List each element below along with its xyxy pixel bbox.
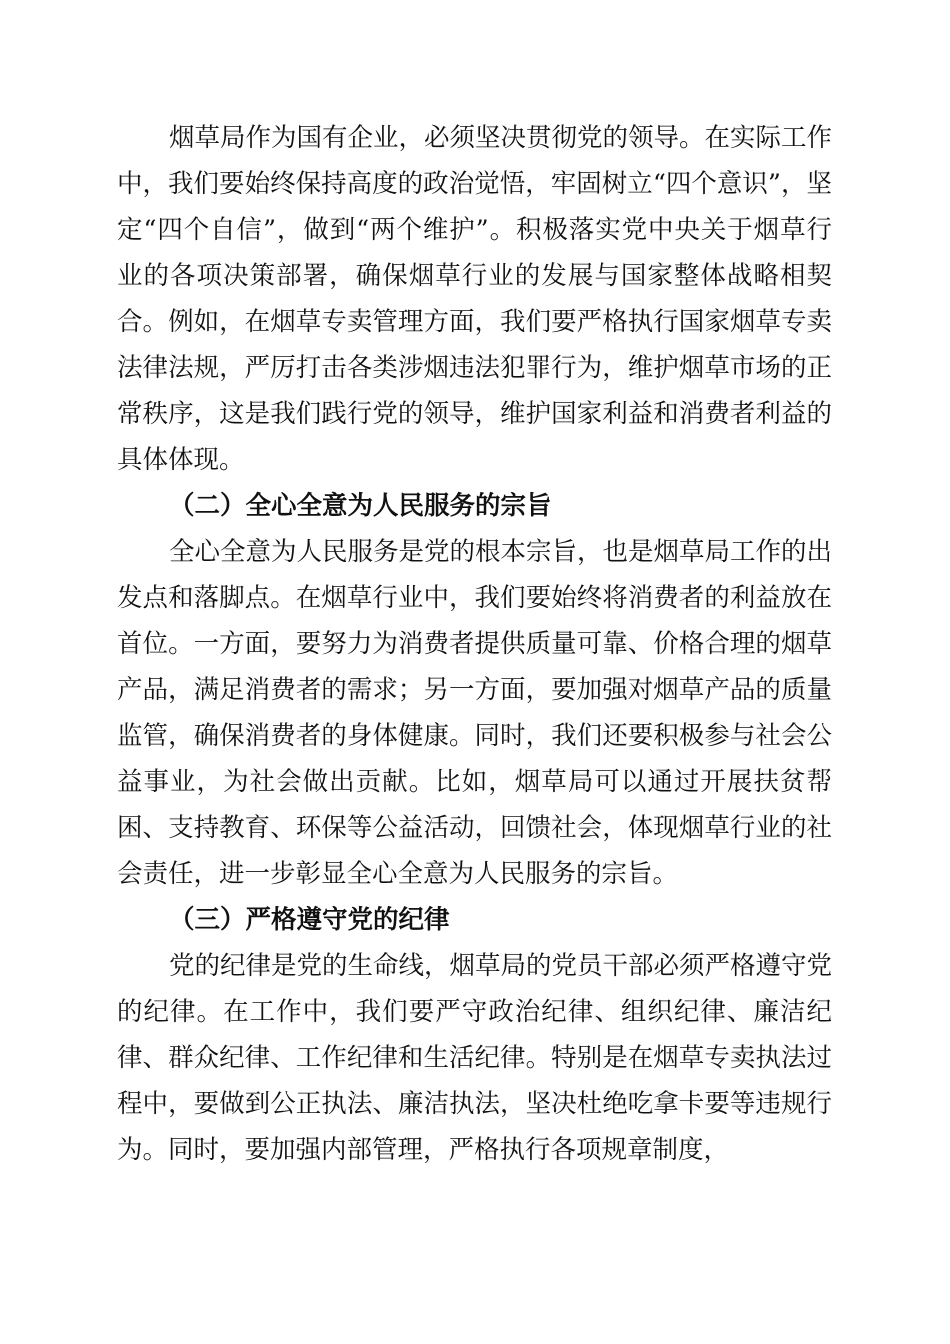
document-body — [117, 115, 832, 1173]
section-heading-party-discipline: （三）严格遵守党的纪律 — [169, 905, 450, 935]
paragraph-party-leadership: 烟草局作为国有企业，必须坚决贯彻党的领导。在实际工作中，我们要始终保持高度的政治觉悟，牢固树立“四个意识”，坚定“四个自信”，做到“两个维护”。积极落实党中央关于烟草行业的各项决策部署，确保烟草行业的发展与国家整体战略相契合。例如，在烟草专卖管理方面，我们要严格执行国家烟草专卖法律法规，严厉打击各类涉烟违法犯罪行为，维护烟草市场的正常秩序，这是我们践行党的领导，维护国家利益和消费者利益的具体体现。 — [117, 123, 833, 475]
section-heading-serve-people: （二）全心全意为人民服务的宗旨 — [169, 491, 552, 521]
paragraph-party-discipline: 党的纪律是党的生命线，烟草局的党员干部必须严格遵守党的纪律。在工作中，我们要严守政治纪律、组织纪律、廉洁纪律、群众纪律、工作纪律和生活纪律。特别是在烟草专卖执法过程中，要做到公正执法、廉洁执法，坚决杜绝吃拿卡要等违规行为。同时，要加强内部管理，严格执行各项规章制度， — [117, 951, 833, 1165]
paragraph-serve-people: 全心全意为人民服务是党的根本宗旨，也是烟草局工作的出发点和落脚点。在烟草行业中，我们要始终将消费者的利益放在首位。一方面，要努力为消费者提供质量可靠、价格合理的烟草产品，满足消费者的需求；另一方面，要加强对烟草产品的质量监管，确保消费者的身体健康。同时，我们还要积极参与社会公益事业，为社会做出贡献。比如，烟草局可以通过开展扶贫帮困、支持教育、环保等公益活动，回馈社会，体现烟草行业的社会责任，进一步彰显全心全意为人民服务的宗旨。 — [117, 537, 833, 889]
